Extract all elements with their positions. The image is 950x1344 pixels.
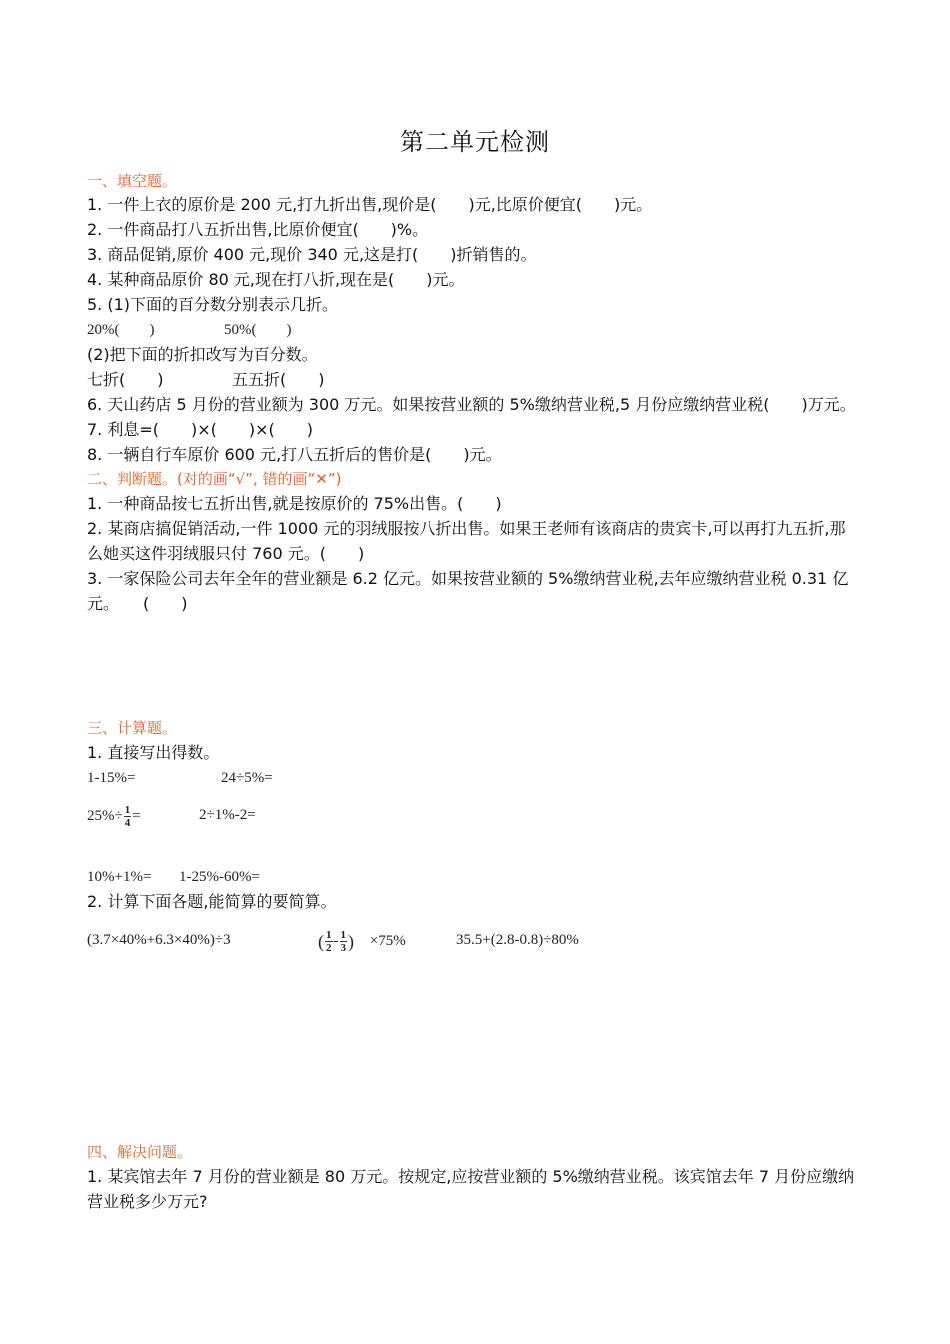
calc-expression-1: 1-15%= — [87, 770, 136, 786]
fraction-one-half — [325, 929, 333, 954]
fraction-one-third — [340, 929, 348, 954]
fill-question-2: 2. 一件商品打八五折出售,比原价便宜( )%。 — [87, 220, 429, 239]
section-heading-calculation: 三、计算题。 — [87, 719, 178, 737]
judge-question-3-line1: 3. 一家保险公司去年全年的营业额是 6.2 亿元。如果按营业额的 5%缴纳营业税,去年应缴纳营业税 0.31 亿 — [87, 569, 849, 588]
section-heading-true-false: 二、判断题。(对的画“√”, 错的画“✕”) — [87, 470, 342, 488]
fill-question-5-part1-item1: 20%( ) — [87, 322, 155, 338]
calc-problem-2 — [318, 929, 406, 954]
fill-question-4: 4. 某种商品原价 80 元,现在打八折,现在是( )元。 — [87, 270, 465, 289]
calc-problem-2-suffix: ×75% — [369, 932, 406, 949]
minus-sign: - — [333, 932, 339, 949]
fill-question-7: 7. 利息=( )×( )×( ) — [87, 420, 314, 439]
calc-expression-6: 1-25%-60%= — [179, 869, 260, 885]
calc-expression-5: 10%+1%= — [87, 869, 152, 885]
calc-expression-4: 2÷1%-2= — [199, 807, 256, 823]
calc-problem-3: 35.5+(2.8-0.8)÷80% — [456, 932, 579, 948]
judge-question-3-line2: 元。 ( ) — [87, 594, 188, 613]
calc-expression-3-prefix: 25%÷ — [87, 807, 123, 824]
open-paren: ( — [318, 931, 324, 952]
section-heading-fill-in: 一、填空题。 — [87, 172, 178, 190]
calc-expression-3-suffix: = — [132, 807, 141, 824]
fraction-numerator: 1 — [124, 804, 131, 816]
solve-question-1-line2: 营业税多少万元? — [87, 1192, 208, 1211]
judge-question-1: 1. 一种商品按七五折出售,就是按原价的 75%出售。( ) — [87, 494, 502, 513]
fill-question-5-part2-item2: 五五折( ) — [232, 370, 325, 389]
fill-question-1: 1. 一件上衣的原价是 200 元,打九折出售,现价是( )元,比原价便宜( )元。 — [87, 195, 653, 214]
solve-question-1-line1: 1. 某宾馆去年 7 月份的营业额是 80 万元。按规定,应按营业额的 5%缴纳营业税。该宾馆去年 7 月份应缴纳 — [87, 1167, 855, 1186]
fill-question-5-part1-item2: 50%( ) — [224, 322, 292, 338]
calc-part-2-heading: 2. 计算下面各题,能简算的要简算。 — [87, 892, 337, 911]
fraction-denominator: 4 — [124, 817, 131, 829]
fill-question-3: 3. 商品促销,原价 400 元,现价 340 元,这是打( )折销售的。 — [87, 245, 537, 264]
fraction-one-quarter — [124, 804, 132, 829]
judge-question-2-line1: 2. 某商店搞促销活动,一件 1000 元的羽绒服按八折出售。如果王老师有该商店的贵宾卡,可以再打九五折,那 — [87, 519, 846, 538]
page-title: 第二单元检测 — [400, 128, 550, 156]
fraction-denominator: 2 — [326, 942, 332, 954]
calc-expression-3 — [87, 804, 141, 829]
section-heading-word-problems: 四、解决问题。 — [87, 1143, 193, 1161]
calc-problem-1: (3.7×40%+6.3×40%)÷3 — [87, 932, 231, 948]
fill-question-5-part2: (2)把下面的折扣改写为百分数。 — [87, 345, 318, 364]
close-paren: ) — [348, 931, 354, 952]
fraction-numerator: 1 — [326, 929, 332, 941]
calc-part-1-heading: 1. 直接写出得数。 — [87, 743, 220, 762]
fraction-denominator: 3 — [340, 942, 346, 954]
judge-question-2-line2: 么她买这件羽绒服只付 760 元。( ) — [87, 544, 365, 563]
fill-question-6: 6. 天山药店 5 月份的营业额为 300 万元。如果按营业额的 5%缴纳营业税,5 月份应缴纳营业税( )万元。 — [87, 395, 856, 414]
calc-expression-2: 24÷5%= — [221, 770, 273, 786]
fraction-numerator: 1 — [340, 929, 346, 941]
fill-question-5-part2-item1: 七折( ) — [87, 370, 164, 389]
fill-question-8: 8. 一辆自行车原价 600 元,打八五折后的售价是( )元。 — [87, 445, 502, 464]
fill-question-5: 5. (1)下面的百分数分别表示几折。 — [87, 295, 339, 314]
